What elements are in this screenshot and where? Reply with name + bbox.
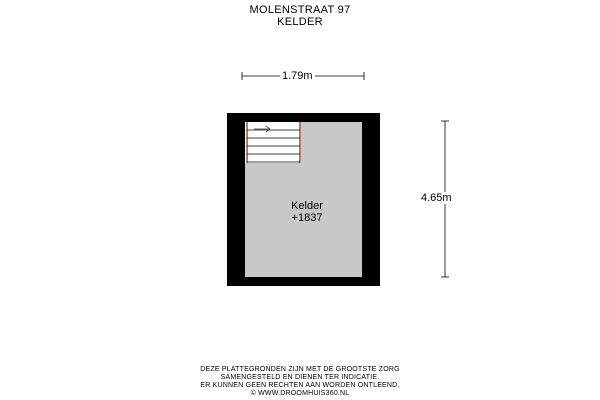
- room-level: +1837: [291, 212, 323, 224]
- website-link[interactable]: WWW.DROOMHUIS360.NL: [258, 390, 350, 397]
- staircase: [245, 122, 301, 163]
- disclaimer-line-3: ER KUNNEN GEEN RECHTEN AAN WORDEN ONTLEEND.: [200, 382, 400, 389]
- copyright-icon: ©: [250, 390, 256, 397]
- floor-name-title: KELDER: [277, 16, 323, 28]
- disclaimer-line-1: DEZE PLATTEGRONDEN ZIJN MET DE GROOTSTE ZORG: [200, 366, 400, 373]
- disclaimer-line-2: SAMENGESTELD EN DIENEN TER INDICATIE.: [220, 374, 380, 381]
- width-dimension-label: 1.79m: [282, 70, 313, 82]
- room-label: [248, 200, 366, 224]
- room-name: Kelder: [291, 200, 323, 212]
- address-title: MOLENSTRAAT 97: [249, 4, 351, 16]
- website-footer: [0, 390, 600, 399]
- height-dimension-label: 4.65m: [421, 192, 452, 204]
